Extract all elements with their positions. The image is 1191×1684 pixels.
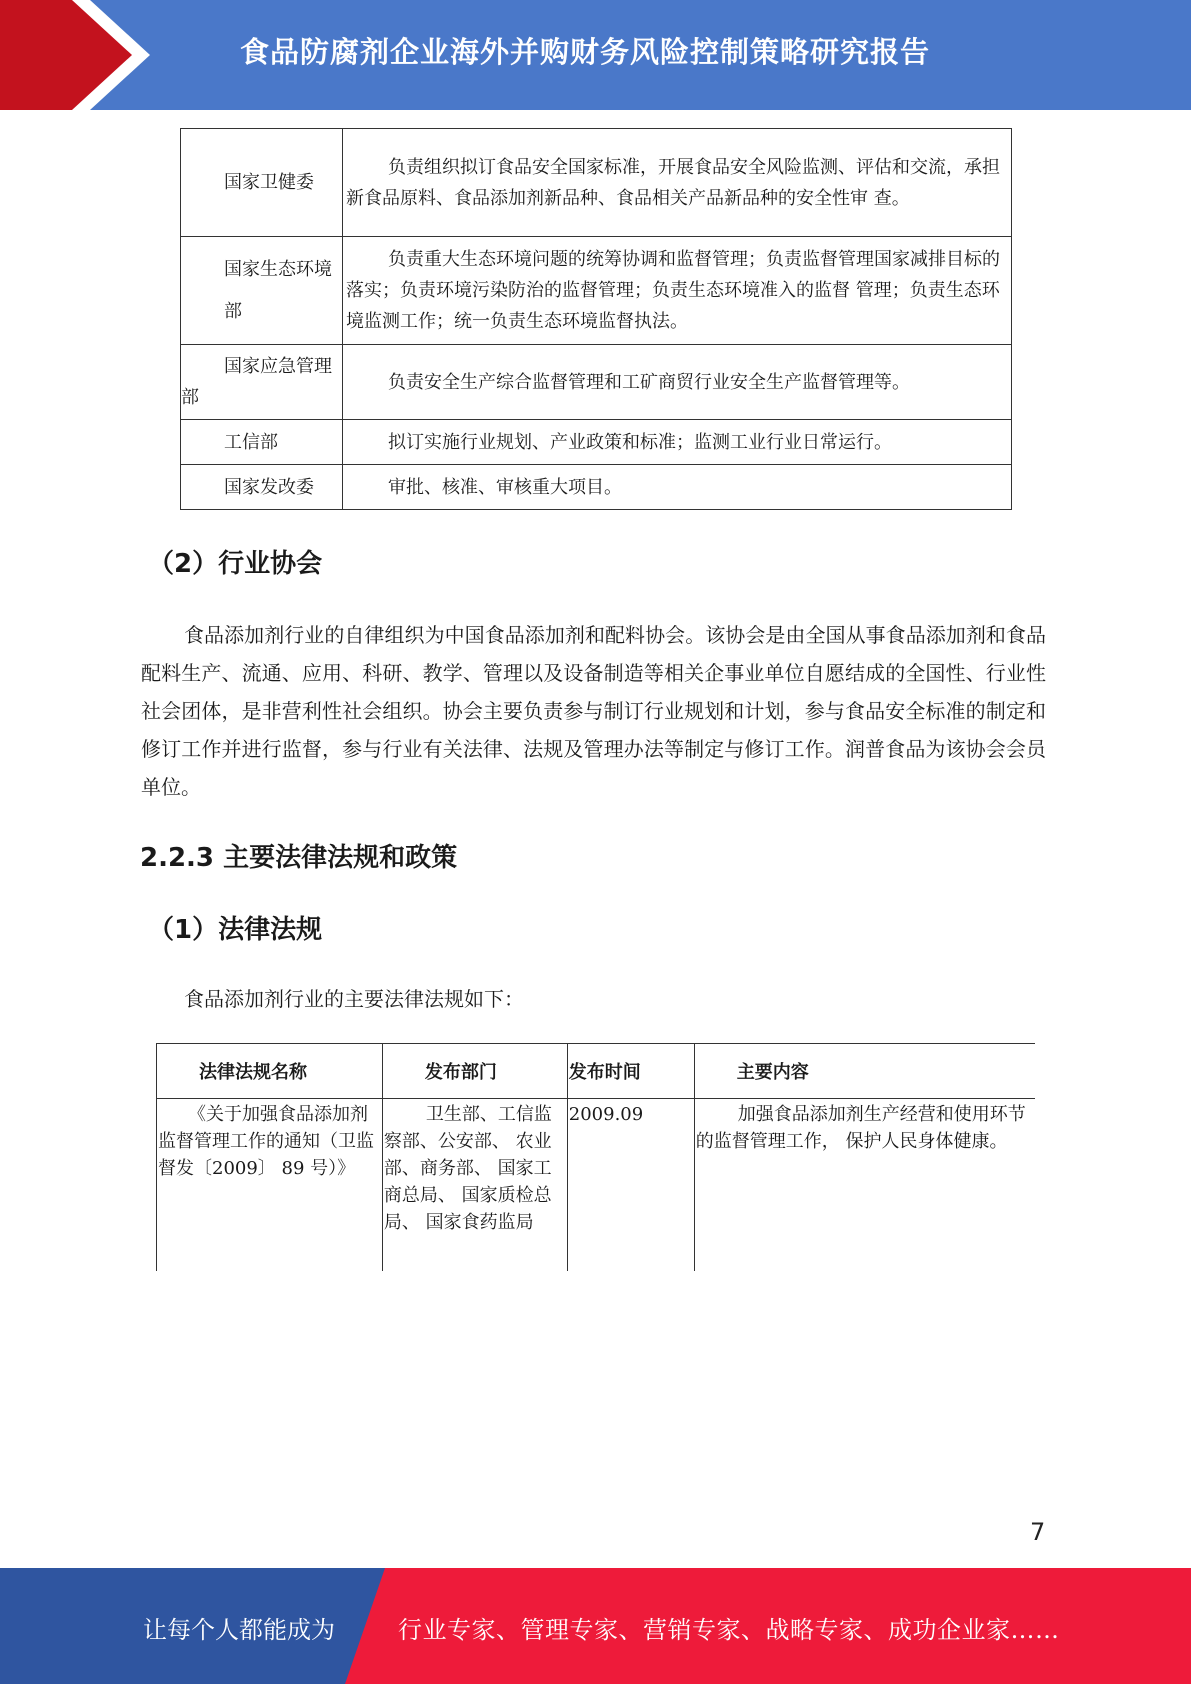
law-date-cell: 2009.09 [567, 1099, 694, 1272]
dept-cell [181, 237, 343, 345]
col-header-date: 发布时间 [567, 1044, 694, 1099]
dept-cell: 国家发改委 [181, 465, 343, 510]
duty-cell: 负责组织拟订食品安全国家标准，开展食品安全风险监测、评估和交流，承担新食品原料、食品添加剂新品种、食品相关产品新品种的安全性审 查。 [343, 129, 1012, 237]
col-header-dept: 发布部门 [382, 1044, 567, 1099]
col-header-content: 主要内容 [694, 1044, 1035, 1099]
regulator-table [180, 128, 1012, 510]
table-row [181, 237, 1012, 345]
duty-cell: 审批、核准、审核重大项目。 [343, 465, 1012, 510]
association-paragraph: 食品添加剂行业的自律组织为中国食品添加剂和配料协会。该协会是由全国从事食品添加剂和食品配料生产、流通、应用、科研、教学、管理以及设备制造等相关企事业单位自愿结成的全国性、行业性社会团体，是非营利性社会组织。协会主要负责参与制订行业规划和计划，参与食品安全标准的制定和修订工作并进行监督，参与行业有关法律、法规及管理办法等制定与修订工作。润普食品为该协会会员单位。 [141, 623, 1046, 799]
footer-left-text: 让每个人都能成为 [143, 1616, 335, 1644]
table-row [157, 1099, 1036, 1272]
duty-cell: 拟订实施行业规划、产业政策和标准；监测工业行业日常运行。 [343, 420, 1012, 465]
table-row [181, 345, 1012, 420]
laws-table [156, 1043, 1035, 1271]
law-dept-cell: 卫生部、工信监察部、公安部、 农业部、商务部、 国家工商总局、 国家质检总局、 国家食药监局 [382, 1099, 567, 1272]
law-content-cell: 加强食品添加剂生产经营和使用环节的监督管理工作， 保护人民身体健康。 [694, 1099, 1035, 1272]
section-heading-laws: 2.2.3 主要法律法规和政策 [140, 843, 458, 873]
table-row [181, 129, 1012, 237]
duty-cell: 负责重大生态环境问题的统筹协调和监督管理；负责监督管理国家减排目标的落实；负责环境污染防治的监督管理；负责生态环境准入的监督 管理；负责生态环境监测工作；统一负责生态环境监督执法。 [343, 237, 1012, 345]
col-header-name: 法律法规名称 [157, 1044, 383, 1099]
dept-cell: 国家应急管理部 [181, 345, 343, 420]
heading-industry-association: （2）行业协会 [148, 549, 323, 579]
dept-label: 国家生态环境部 [224, 258, 332, 322]
page-footer [0, 1568, 1191, 1684]
law-name-cell: 《关于加强食品添加剂监督管理工作的通知（卫监督发〔2009〕 89 号）》 [157, 1099, 383, 1272]
dept-cell: 工信部 [181, 420, 343, 465]
footer-right-text: 行业专家、管理专家、营销专家、战略专家、成功企业家…… [398, 1616, 1060, 1644]
table-row [181, 420, 1012, 465]
dept-cell: 国家卫健委 [181, 129, 343, 237]
duty-cell: 负责安全生产综合监督管理和工矿商贸行业安全生产监督管理等。 [343, 345, 1012, 420]
header-title: 食品防腐剂企业海外并购财务风险控制策略研究报告 [240, 35, 931, 69]
laws-intro: 食品添加剂行业的主要法律法规如下： [184, 987, 524, 1011]
page-header [0, 0, 1191, 110]
heading-laws-regulations: （1）法律法规 [148, 915, 323, 945]
table-header-row [157, 1044, 1036, 1099]
table-row [181, 465, 1012, 510]
page-number: 7 [1030, 1518, 1046, 1546]
